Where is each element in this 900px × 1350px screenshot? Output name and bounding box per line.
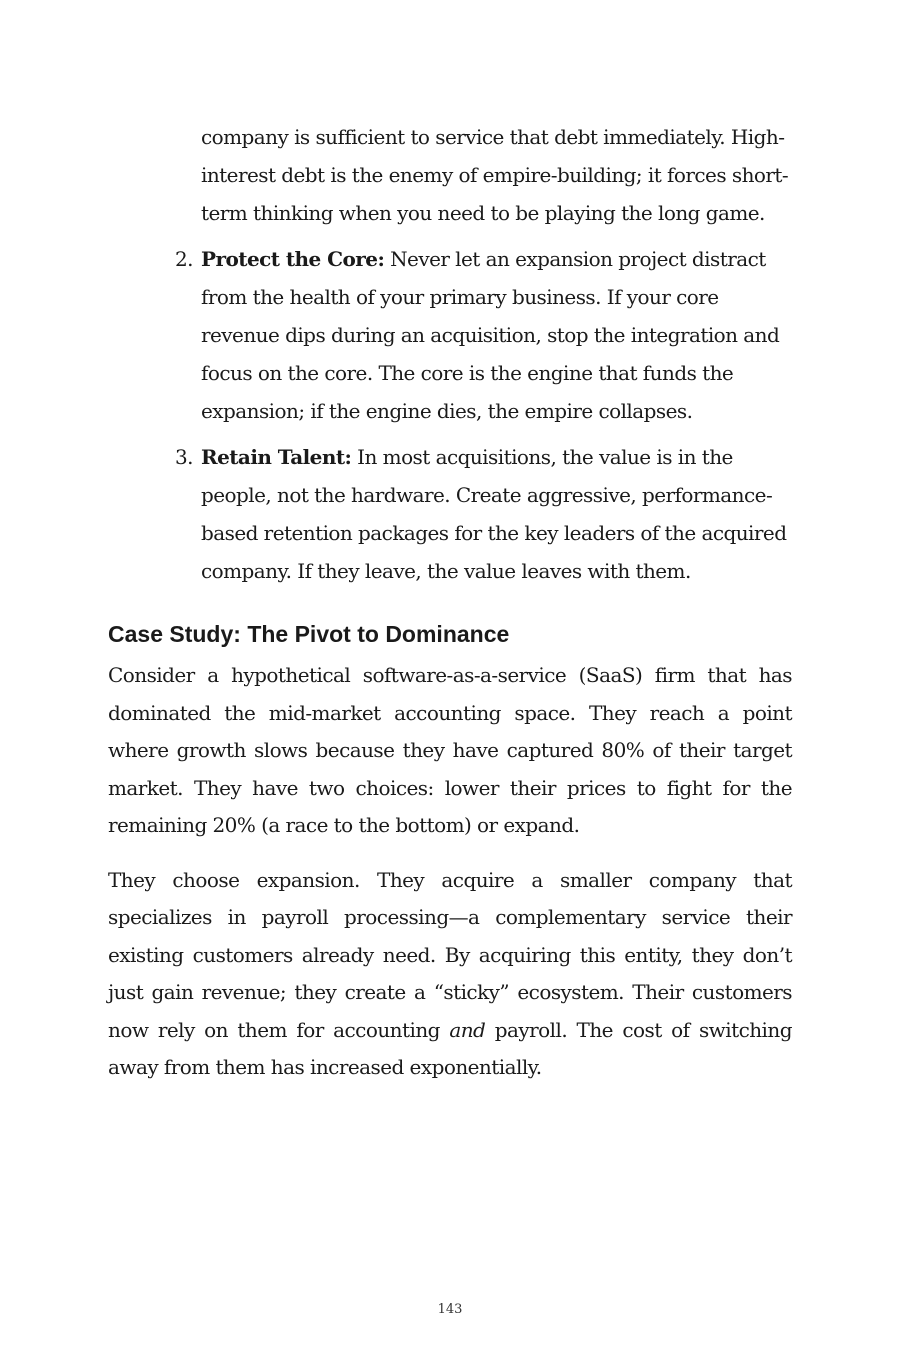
numbered-list [108,118,792,590]
list-item-continued [108,118,792,232]
page-number: 143 [437,1302,463,1317]
list-item-term: Protect the Core: [201,247,385,271]
list-item-term: Retain Talent: [201,445,352,469]
emphasis-text: and [449,1017,486,1042]
paragraph [108,862,792,1087]
list-item-text: company is sufficient to service that debt immediately. High-interest debt is the enemy of empire-building; it forces short-term thinking when you need to be playing the long game. [201,125,789,225]
paragraph-text: They choose expansion. They acquire a smaller company that specializes in payroll processing—a complementary service their existing customers already need. By acquiring this entity, they don’t just gain revenue; they create a “sticky” ecosystem. Their customers now rely on them for accounting [108,867,792,1042]
section-heading: Case Study: The Pivot to Dominance [108,621,510,647]
page-content [108,118,792,1104]
list-item-retain-talent [108,438,792,590]
list-item-text: Never let an expansion project distract from the health of your primary business. If your core revenue dips during an acquisition, stop the integration and focus on the core. The core is the engine that funds the expansion; if the engine dies, the empire collapses. [201,247,780,423]
paragraph: Consider a hypothetical software-as-a-service (SaaS) firm that has dominated the mid-market accounting space. They reach a point where growth slows because they have captured 80% of their target market. They have two choices: lower their prices to fight for the remaining 20% (a race to the bottom) or expand. [108,663,792,837]
list-item-text: In most acquisitions, the value is in the people, not the hardware. Create aggressive, performance-based retention packages for the key leaders of the acquired company. If they leave, the value leaves with them. [201,445,787,583]
paragraph-text: payroll. The cost of switching away from them has increased exponentially. [108,1017,792,1079]
list-item-protect-core [108,240,792,430]
list-item-number: 3. [175,445,193,469]
list-item-number: 2. [175,247,193,271]
